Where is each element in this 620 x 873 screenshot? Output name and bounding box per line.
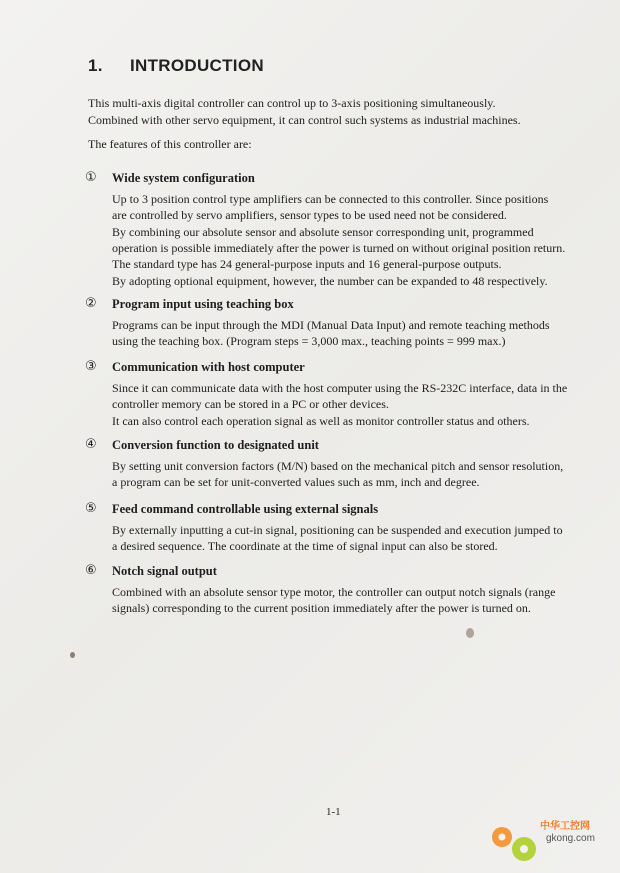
watermark-cn: 中华工控网 — [540, 821, 590, 832]
intro-line: This multi-axis digital controller can control up to 3-axis positioning simultaneously. — [88, 96, 496, 110]
gear-icon — [486, 817, 546, 867]
feature-text-line: By adopting optional equipment, however, the number can be expanded to 48 respectively. — [112, 273, 548, 288]
feature-text-line: Up to 3 position control type amplifiers can be connected to this controller. Since positions — [112, 192, 549, 206]
feature-text-line: By combining our absolute sensor and absolute sensor corresponding unit, programmed — [112, 224, 534, 239]
intro-line: Combined with other servo equipment, it can control such systems as industrial machines. — [88, 113, 521, 127]
feature-marker: ③ — [85, 359, 97, 374]
paper-stain — [466, 628, 474, 638]
features-lead: The features of this controller are: — [88, 137, 252, 151]
feature-text-line: By setting unit conversion factors (M/N) based on the mechanical pitch and sensor resolution, — [112, 459, 564, 473]
feature-heading: Notch signal output — [112, 564, 217, 578]
feature-text-line: It can also control each operation signal as well as monitor controller status and others. — [112, 413, 530, 428]
feature-text-line: a desired sequence. The coordinate at the time of signal input can also be stored. — [112, 539, 498, 554]
section-title — [88, 56, 264, 76]
feature-text-line: Programs can be input through the MDI (Manual Data Input) and remote teaching methods — [112, 318, 550, 332]
feature-heading: Communication with host computer — [112, 360, 305, 374]
feature-marker: ⑥ — [85, 563, 97, 578]
feature-text-line: using the teaching box. (Program steps = 3,000 max., teaching points = 999 max.) — [112, 334, 506, 349]
section-title-text: INTRODUCTION — [130, 56, 264, 75]
paper-stain — [70, 652, 75, 658]
feature-marker: ① — [85, 170, 97, 185]
feature-text-line: By externally inputting a cut-in signal, positioning can be suspended and execution jumped to — [112, 523, 563, 537]
page-number: 1-1 — [326, 806, 341, 818]
watermark-logo — [486, 817, 616, 867]
feature-text-line: are controlled by servo amplifiers, sensor types to be used need not be considered. — [112, 208, 507, 223]
feature-marker: ⑤ — [85, 501, 97, 516]
feature-text-line: The standard type has 24 general-purpose inputs and 16 general-purpose outputs. — [112, 257, 502, 272]
feature-heading: Program input using teaching box — [112, 297, 294, 311]
feature-text-line: controller memory can be stored in a PC or other devices. — [112, 397, 389, 412]
feature-text-line: operation is possible immediately after the power is turned on without original position return. — [112, 240, 566, 255]
feature-text-line: Since it can communicate data with the host computer using the RS-232C interface, data in the — [112, 381, 568, 395]
feature-marker: ④ — [85, 437, 97, 452]
feature-heading: Conversion function to designated unit — [112, 438, 319, 452]
feature-text-line: a program can be set for unit-converted values such as mm, inch and degree. — [112, 475, 480, 490]
feature-text-line: Combined with an absolute sensor type motor, the controller can output notch signals (range — [112, 585, 556, 599]
feature-marker: ② — [85, 296, 97, 311]
section-number: 1. — [88, 56, 103, 75]
feature-heading: Wide system configuration — [112, 171, 255, 185]
watermark-en: gkong.com — [546, 833, 595, 844]
feature-heading: Feed command controllable using external signals — [112, 502, 379, 516]
feature-text-line: signals) corresponding to the current position immediately after the power is turned on. — [112, 601, 531, 616]
